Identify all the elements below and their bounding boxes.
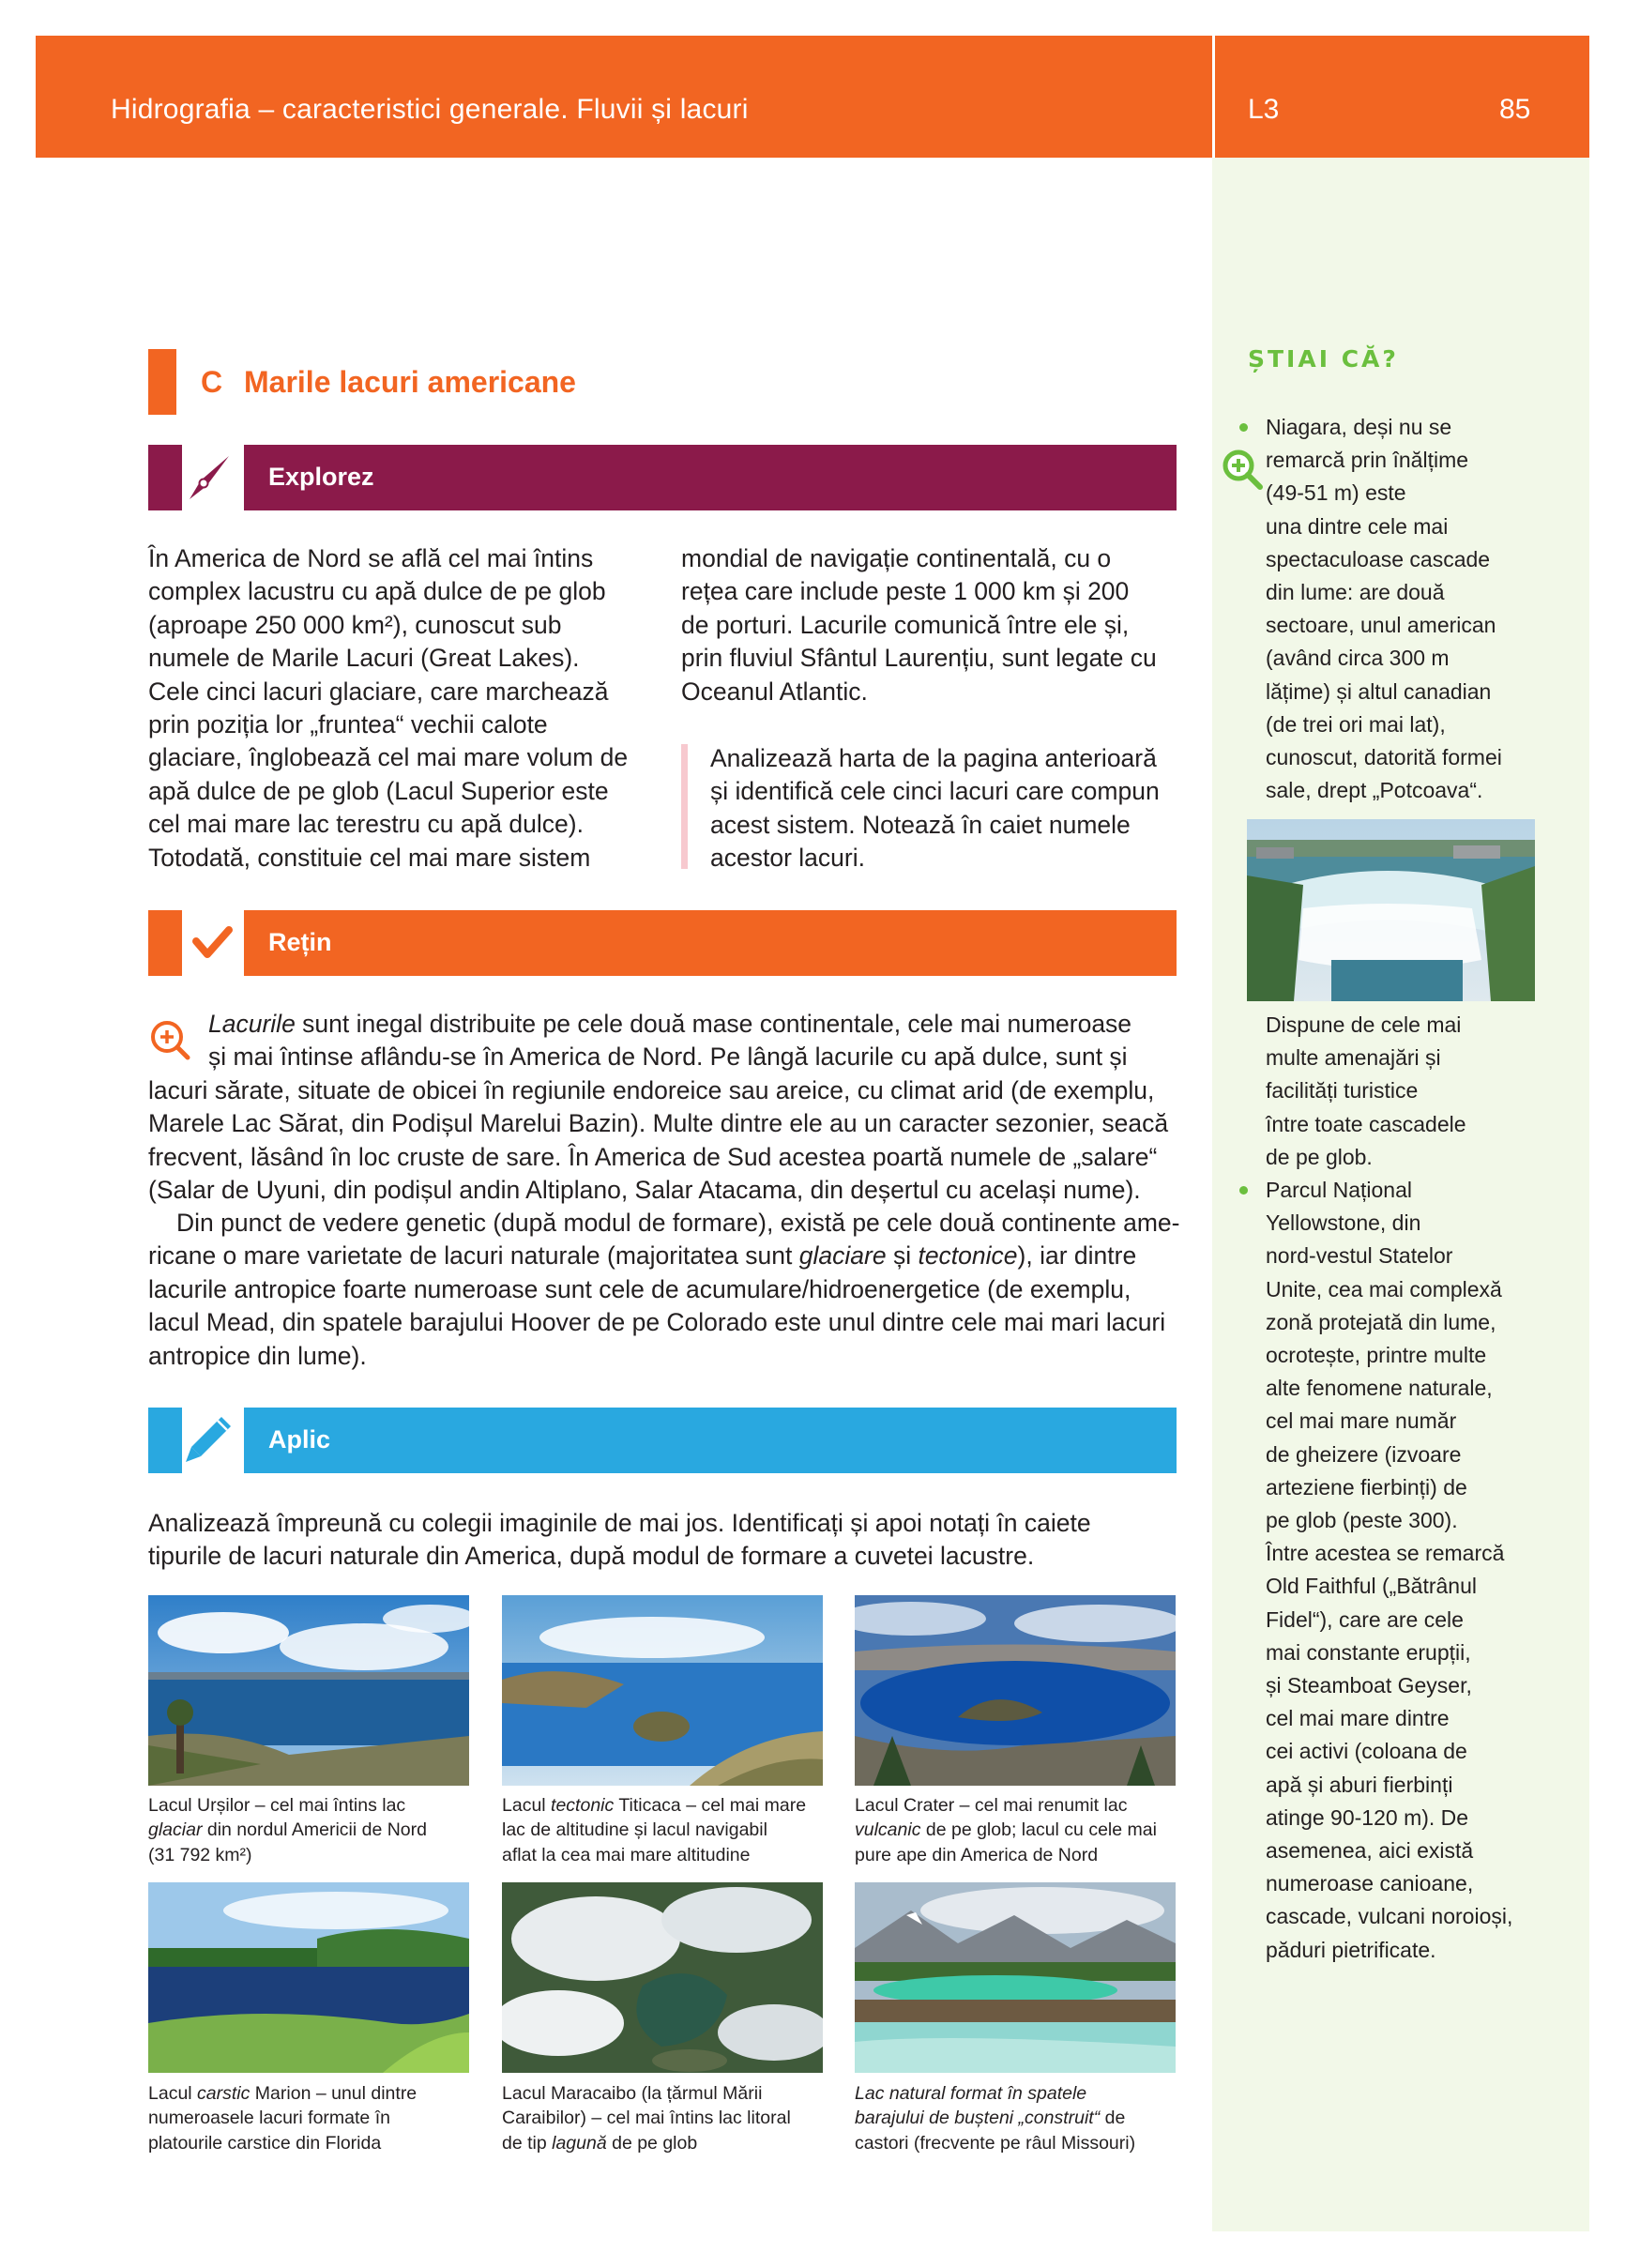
sidebar-line: sale, drept „Potcoava“. [1266,778,1483,803]
text-line: acestor lacuri. [710,844,865,873]
retin-marker [148,910,182,976]
marion-lake-photo [148,1882,469,2073]
text-line: cel mai mare lac terestru cu apă dulce). [148,810,584,839]
sidebar-heading: ȘTIAI CĂ? [1248,345,1399,373]
text-line: Din punct de vedere genetic (după modul de formare), există pe cele două continente ame- [176,1209,1180,1237]
caption-line [148,2131,472,2155]
photo-caption [148,2081,472,2155]
caption-text: lagună [552,2132,607,2154]
text-line [208,1008,1131,1041]
keyword-lacurile: Lacurile [208,1010,296,1038]
retin-band [244,910,1177,976]
sidebar-line: arteziene fierbinți) de [1266,1474,1467,1499]
text-line: Oceanul Atlantic. [681,677,868,706]
sidebar-line: Între acestea se remarcă [1266,1541,1505,1566]
photo-caption [502,1793,826,1867]
caption-line [502,2081,826,2106]
crater-lake-photo [855,1595,1176,1786]
sidebar-line: de pe glob. [1266,1144,1373,1169]
caption-text: Lacul [148,2083,198,2104]
sidebar-line: (având circa 300 m [1266,646,1450,671]
sidebar-line: alte fenomene naturale, [1266,1376,1493,1401]
photo-caption [502,2081,826,2155]
caption-text: de [1100,2108,1126,2129]
sidebar-line: Niagara, deși nu se [1266,415,1452,439]
text-line: apă dulce de pe glob (Lacul Superior este [148,776,609,805]
retin-label: Rețin [268,928,332,956]
text-line: Analizează harta de la pagina anterioară [710,744,1157,772]
caption-text: de pe glob; lacul cu cele mai [920,1819,1157,1841]
sidebar-line: cascade, vulcani noroioși, [1266,1904,1513,1929]
section-marker [148,349,176,415]
sidebar-bullet [1239,423,1248,432]
sidebar-line: ocrotește, printre multe [1266,1343,1487,1367]
caption-line [502,1843,826,1867]
zoom-in-icon [1220,447,1265,492]
sidebar-line: din lume: are două [1266,580,1445,604]
text-line: acest sistem. Notează în caiet numele [710,810,1131,839]
caption-text: carstic [197,2083,251,2104]
text-line [148,1240,1136,1272]
aplic-marker [148,1408,182,1473]
caption-line [148,2081,472,2106]
text-line: Totodată, constituie cel mai mare sistem [148,843,591,872]
caption-text: lac de altitudine și lacul navigabil [502,1819,767,1841]
caption-text: platourile carstice din Florida [148,2132,382,2154]
sidebar-line: sectoare, unul american [1266,613,1496,638]
text-span: ricane o mare varietate de lacuri naturale (majoritatea sunt [148,1241,799,1271]
sidebar-line: (de trei ori mai lat), [1266,711,1446,737]
caption-text: castori (frecvente pe râul Missouri) [855,2132,1136,2154]
caption-text: tectonic [551,1795,615,1816]
caption-line [502,1818,826,1842]
sidebar-line: și Steamboat Geyser, [1266,1673,1472,1697]
caption-text: aflat la cea mai mare altitudine [502,1844,751,1865]
text-line: lacuri sărate, situate de obicei în regiunile endoreice sau areice, cu climat arid (de exemplu, [148,1075,1155,1104]
text-line: prin poziția lor „fruntea“ vechii calote [148,710,548,738]
caption-text: barajului de bușteni „construit“ [855,2108,1101,2129]
sidebar-line: Parcul Național [1266,1178,1412,1202]
sidebar-line: asemenea, aici există [1266,1838,1474,1863]
explorez-band [244,445,1177,510]
caption-text: glaciar [148,1819,203,1841]
text-line: mondial de navigație continentală, cu o [681,544,1112,572]
sidebar-line: cei activi (coloana de [1266,1739,1467,1764]
caption-text: Lacul Maracaibo (la țărmul Mării [502,2083,763,2104]
caption-line [855,2106,1178,2130]
sidebar-line: nord-vestul Statelor [1266,1243,1453,1269]
caption-text: numeroasele lacuri formate în [148,2108,390,2129]
caption-line [148,1843,472,1867]
compass-icon [180,449,238,507]
sidebar-line: cunoscut, datorită formei [1266,745,1502,769]
text-line: (aproape 250 000 km²), cunoscut sub [148,610,562,639]
sidebar-line: pe glob (peste 300). [1266,1508,1458,1532]
sidebar-line: Fidel“), care are cele [1266,1606,1464,1632]
checkmark-icon [191,922,233,964]
keyword-glaciare: glaciare [798,1241,887,1271]
sidebar-line: lățime) și altul canadian [1266,678,1492,704]
caption-text: Lacul Urșilor – cel mai întins lac [148,1795,406,1816]
caption-text: Lacul Crater – cel mai renumit lac [855,1795,1128,1816]
caption-line [148,2106,472,2130]
sidebar-line: Old Faithful („Bătrânul [1266,1574,1477,1599]
caption-text: Caraibilor) – cel mai întins lac litoral [502,2108,791,2129]
caption-line [855,1793,1178,1818]
text-line: prin fluviul Sfântul Laurențiu, sunt legate cu [681,644,1157,673]
caption-text: pure ape din America de Nord [855,1844,1099,1865]
text-span: sunt inegal distribuite pe cele două mase continentale, cele mai numeroase [295,1010,1132,1038]
maracaibo-lake-photo [502,1882,823,2073]
header-chapter-title: Hidrografia – caracteristici generale. Fluvii și lacuri [111,94,749,125]
sidebar-line: mai constante erupții, [1266,1639,1471,1665]
caption-line [855,2081,1178,2106]
photo-caption [855,2081,1178,2155]
text-span: și [886,1241,919,1271]
photo-caption [148,1793,472,1867]
sidebar-line: zonă protejată din lume, [1266,1309,1496,1334]
header-lesson-code: L3 [1248,94,1280,125]
text-line: Cele cinci lacuri glaciare, care marchează [148,677,609,706]
text-line: și identifică cele cinci lacuri care compun [710,777,1160,806]
sidebar-line: apă și aburi fierbinți [1266,1772,1453,1797]
caption-text: de tip [502,2132,553,2154]
caption-text: Marion – unul dintre [250,2083,418,2104]
caption-line [502,2106,826,2130]
caption-text: din nordul Americii de Nord [202,1819,427,1841]
page-number: 85 [1499,94,1531,125]
caption-line [855,1818,1178,1842]
text-line: numele de Marile Lacuri (Great Lakes). [148,644,580,673]
caption-line [502,2131,826,2155]
sidebar-bullet [1239,1186,1248,1195]
section-letter: C [201,365,223,399]
caption-line [855,2131,1178,2155]
niagara-falls-photo [1247,819,1535,1001]
text-line: Marele Lac Sărat, din Podișul Marelui Bazin). Multe dintre ele au un caracter sezonier, seacă [148,1109,1169,1138]
text-line: antropice din lume). [148,1341,367,1370]
sidebar-line: remarcă prin înălțime [1266,448,1469,473]
sidebar-line: Unite, cea mai complexă [1266,1276,1502,1301]
text-line: lacul Mead, din spatele barajului Hoover de pe Colorado este unul dintre cele mai mari lacuri [148,1308,1166,1337]
titicaca-lake-photo [502,1595,823,1786]
caption-line [855,1843,1178,1867]
sidebar-line: (49-51 m) este [1266,480,1406,506]
aplic-label: Aplic [268,1425,331,1454]
caption-text: Titicaca – cel mai mare [614,1795,807,1816]
explorez-marker [148,445,182,510]
caption-line [502,1793,826,1818]
aplic-band [244,1408,1177,1473]
sidebar-line: facilități turistice [1266,1078,1419,1104]
photo-caption [855,1793,1178,1867]
sidebar-line: numeroase canioane, [1266,1871,1474,1896]
caption-text: (31 792 km²) [148,1844,252,1865]
text-line: Analizează împreună cu colegii imaginile de mai jos. Identificați și apoi notați în caiete [148,1509,1091,1537]
caption-text: Lac natural format în spatele [855,2083,1087,2104]
sidebar-line: Dispune de cele mai [1266,1012,1462,1037]
text-line: lacurile antropice foarte numeroase sunt cele de acumulare/hidroenergetice (de exemplu, [148,1274,1131,1303]
caption-line [148,1818,472,1842]
section-title: Marile lacuri americane [244,365,576,399]
explorez-label: Explorez [268,463,374,491]
caption-text: Lacul [502,1795,552,1816]
text-line: complex lacustru cu apă dulce de pe glob [148,577,606,606]
sidebar-line: atinge 90-120 m). De [1266,1804,1469,1830]
text-line: și mai întinse aflându-se în America de Nord. Pe lângă lacurile cu apă dulce, sunt și [208,1043,1128,1072]
text-line: tipurile de lacuri naturale din America, după modul de formare a cuvetei lacustre. [148,1542,1035,1571]
beaver-dam-lake-photo [855,1882,1176,2073]
text-span: ), iar dintre [1017,1241,1137,1271]
sidebar-line: între toate cascadele [1266,1111,1466,1136]
sidebar-line: cel mai mare număr [1266,1408,1457,1434]
sidebar-line: una dintre cele mai [1266,513,1449,539]
sidebar-line: cel mai mare dintre [1266,1706,1450,1731]
pencil-icon [180,1411,238,1469]
caption-line [148,1793,472,1818]
text-line: În America de Nord se află cel mai întins [148,544,594,572]
text-line: (Salar de Uyuni, din podișul andin Altiplano, Salar Atacama, din deșertul cu același nume). [148,1176,1141,1204]
text-line: glaciare, înglobează cel mai mare volum de [148,743,629,772]
text-line: de porturi. Lacurile comunică între ele și, [681,610,1130,639]
caption-text: vulcanic [855,1819,921,1841]
sidebar-line: păduri pietrificate. [1266,1937,1436,1962]
text-line: frecvent, lăsând în loc cruste de sare. În America de Sud acestea poartă numele de „salare“ [148,1142,1158,1171]
sidebar-line: de gheizere (izvoare [1266,1441,1462,1467]
sidebar-line: spectaculoase cascade [1266,546,1491,571]
zoom-in-icon [146,1016,191,1061]
caption-text: de pe glob [606,2132,698,2154]
task-marker [681,744,688,869]
sidebar-line: multe amenajări și [1266,1045,1441,1071]
keyword-tectonice: tectonice [918,1241,1018,1271]
text-line: rețea care include peste 1 000 km și 200 [681,577,1130,606]
sidebar-line: Yellowstone, din [1266,1210,1421,1236]
ursilor-lake-photo [148,1595,469,1786]
